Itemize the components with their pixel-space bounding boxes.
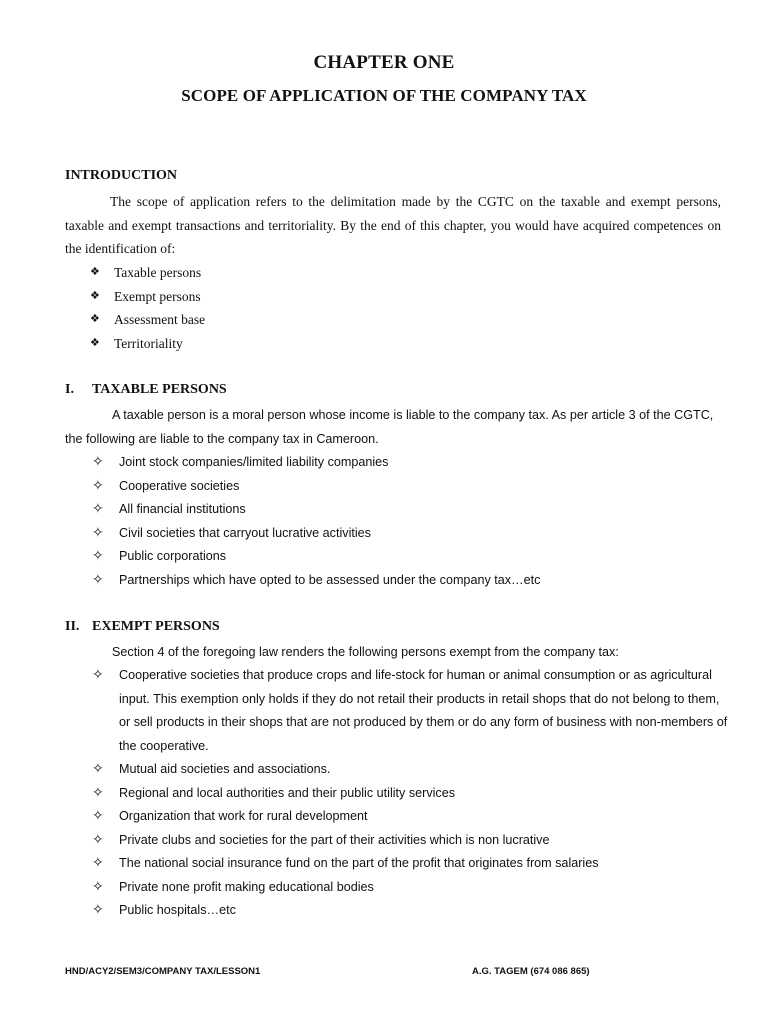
taxable-persons-heading bbox=[65, 382, 227, 398]
four-point-star-icon: ✧ bbox=[92, 667, 104, 683]
chapter-subtitle: SCOPE OF APPLICATION OF THE COMPANY TAX bbox=[181, 86, 587, 105]
list-item bbox=[92, 498, 732, 522]
four-point-star-icon: ✧ bbox=[92, 878, 104, 895]
list-item bbox=[92, 829, 732, 853]
list-item-label: Regional and local authorities and their public utility services bbox=[119, 785, 456, 800]
exempt-persons-paragraph bbox=[65, 641, 725, 665]
four-point-star-icon: ✧ bbox=[92, 808, 104, 824]
footer-author: A.G. TAGEM (674 086 865) bbox=[472, 966, 590, 977]
exempt-persons-list bbox=[92, 664, 732, 923]
list-item-label: Exempt persons bbox=[114, 288, 201, 304]
list-item bbox=[92, 451, 732, 475]
diamond-bullet-icon: ❖ bbox=[90, 336, 100, 349]
section-title: EXEMPT PERSONS bbox=[92, 619, 220, 634]
four-point-star-icon: ✧ bbox=[92, 784, 104, 801]
four-point-star-icon: ✧ bbox=[92, 501, 104, 517]
list-item-label: All financial institutions bbox=[119, 502, 246, 516]
list-item bbox=[92, 475, 732, 499]
introduction-list bbox=[90, 261, 205, 355]
list-item-label: Territoriality bbox=[114, 335, 183, 351]
four-point-star-icon: ✧ bbox=[92, 761, 104, 777]
section-number: II. bbox=[65, 619, 80, 634]
list-item bbox=[92, 569, 732, 593]
list-item bbox=[90, 332, 205, 356]
section-title: TAXABLE PERSONS bbox=[92, 382, 227, 397]
list-item-label: Joint stock companies/limited liability companies bbox=[119, 455, 389, 469]
introduction-paragraph bbox=[65, 190, 721, 261]
four-point-star-icon: ✧ bbox=[92, 477, 104, 494]
list-item bbox=[92, 876, 732, 900]
list-item bbox=[92, 782, 732, 806]
section-number: I. bbox=[65, 382, 74, 397]
four-point-star-icon: ✧ bbox=[92, 454, 104, 470]
taxable-persons-list bbox=[92, 451, 732, 592]
list-item bbox=[92, 758, 732, 782]
four-point-star-icon: ✧ bbox=[92, 524, 104, 541]
exempt-persons-text: Section 4 of the foregoing law renders the following persons exempt from the company tax: bbox=[112, 645, 619, 659]
exempt-persons-heading bbox=[65, 619, 220, 635]
four-point-star-icon: ✧ bbox=[92, 548, 104, 564]
diamond-bullet-icon: ❖ bbox=[90, 289, 100, 302]
list-item bbox=[92, 805, 732, 829]
four-point-star-icon: ✧ bbox=[92, 831, 104, 848]
list-item bbox=[90, 285, 205, 309]
four-point-star-icon: ✧ bbox=[92, 855, 104, 871]
taxable-persons-text: A taxable person is a moral person whose income is liable to the company tax. As per article 3 of the CGTC, the following are liable to the company tax in Cameroon. bbox=[65, 408, 714, 446]
list-item bbox=[92, 899, 732, 923]
list-item bbox=[90, 308, 205, 332]
introduction-heading: INTRODUCTION bbox=[65, 168, 178, 183]
list-item-label: The national social insurance fund on the part of the profit that originates from salaries bbox=[119, 856, 599, 870]
list-item-label: Private clubs and societies for the part of their activities which is non lucrative bbox=[119, 832, 550, 847]
diamond-bullet-icon: ❖ bbox=[90, 266, 100, 278]
four-point-star-icon: ✧ bbox=[92, 902, 104, 918]
list-item-label: Cooperative societies bbox=[119, 478, 240, 493]
introduction-text: The scope of application refers to the delimitation made by the CGTC on the taxable and exempt persons, taxable and exempt transactions and territoriality. By the end of this chapter, you would have acquired competences on the identification of: bbox=[65, 194, 721, 256]
list-item bbox=[92, 664, 732, 758]
taxable-persons-paragraph bbox=[65, 404, 725, 451]
list-item bbox=[92, 545, 732, 569]
diamond-bullet-icon: ❖ bbox=[90, 313, 100, 326]
list-item-label: Public hospitals…etc bbox=[119, 903, 236, 917]
list-item-label: Public corporations bbox=[119, 549, 227, 563]
chapter-title: CHAPTER ONE bbox=[313, 52, 455, 73]
list-item-label: Partnerships which have opted to be assessed under the company tax…etc bbox=[119, 572, 541, 587]
list-item-label: Assessment base bbox=[114, 312, 206, 328]
four-point-star-icon: ✧ bbox=[92, 571, 104, 588]
list-item bbox=[92, 852, 732, 876]
list-item-label: Organization that work for rural development bbox=[119, 809, 368, 823]
footer-course-code: HND/ACY2/SEM3/COMPANY TAX/LESSON1 bbox=[65, 966, 261, 977]
list-item-label: Cooperative societies that produce crops and life-stock for human or animal consumption or as agricultural input. This exemption only holds if they do not retail their products in retail shops that do not belong to them, or sell products in their shops that are not produced by them or do any form of business with non-members of the cooperative. bbox=[119, 668, 728, 753]
list-item-label: Private none profit making educational bodies bbox=[119, 879, 374, 894]
list-item bbox=[90, 261, 205, 285]
list-item-label: Taxable persons bbox=[114, 265, 202, 280]
list-item bbox=[92, 522, 732, 546]
list-item-label: Mutual aid societies and associations. bbox=[119, 762, 331, 776]
list-item-label: Civil societies that carryout lucrative activities bbox=[119, 525, 371, 540]
